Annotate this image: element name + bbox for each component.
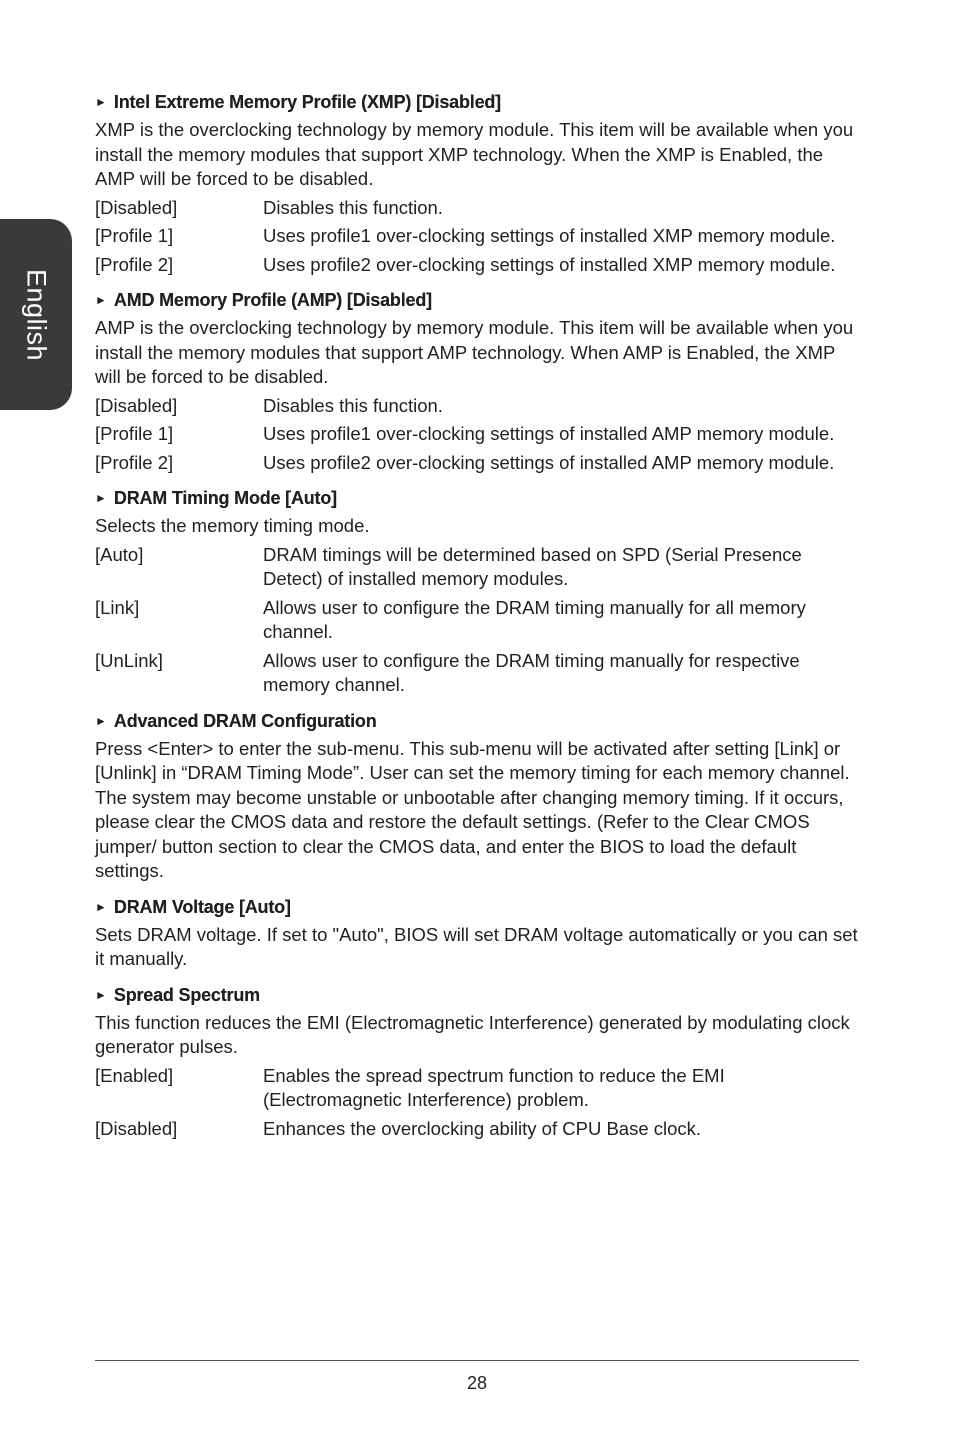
language-side-tab [0,219,72,410]
option-row [95,1064,865,1113]
triangle-bullet-icon: ► [95,987,107,1002]
option-row [95,196,865,221]
triangle-bullet-icon: ► [95,713,107,728]
option-name: [Enabled] [95,1064,174,1086]
option-description: Uses profile2 over-clocking settings of installed AMP memory module. [263,451,835,473]
section-dram-voltage [95,895,865,972]
section-heading [95,486,865,510]
option-row [95,394,865,419]
option-name: [Disabled] [95,196,178,218]
option-description: Disables this function. [263,394,443,416]
section-description: Selects the memory timing mode. [95,515,370,536]
section-dram-timing-mode [95,486,865,698]
footer-divider [95,1360,859,1361]
section-heading-text: DRAM Timing Mode [Auto] [113,488,337,508]
section-heading [95,288,865,312]
option-name: [UnLink] [95,649,163,671]
section-advanced-dram-configuration [95,709,865,884]
section-description: This function reduces the EMI (Electromagnetic Interference) generated by modulating clock generator pulses. [95,1011,850,1057]
option-name: [Profile 1] [95,423,174,444]
option-row [95,649,865,698]
page-number: 28 [466,1373,488,1393]
section-description: AMP is the overclocking technology by memory module. This item will be available when you install the memory modules that support AMP technology. When AMP is Enabled, the XMP will be forced to be disabled. [95,317,854,387]
option-name: [Profile 1] [95,225,174,246]
triangle-bullet-icon: ► [95,95,107,109]
option-row [95,451,865,476]
option-description: DRAM timings will be determined based on SPD (Serial Presence Detect) of installed memory modules. [263,543,802,589]
triangle-bullet-icon: ► [95,899,107,914]
section-description: XMP is the overclocking technology by memory module. This item will be available when you install the memory modules that support XMP technology. When the XMP is Enabled, the AMP will be forced to be disabled. [95,119,854,189]
option-description: Allows user to configure the DRAM timing manually for respective memory channel. [263,649,800,695]
option-row [95,596,865,645]
triangle-bullet-icon: ► [95,293,107,307]
section-heading-text: Advanced DRAM Configuration [113,710,377,731]
option-name: [Profile 2] [95,253,174,275]
option-description: Uses profile2 over-clocking settings of installed XMP memory module. [263,253,836,275]
option-description: Enables the spread spectrum function to reduce the EMI (Electromagnetic Interference) problem. [263,1064,725,1110]
option-description: Uses profile1 over-clocking settings of installed XMP memory module. [263,225,836,246]
option-name: [Link] [95,596,140,618]
option-row [95,253,865,278]
section-heading-text: DRAM Voltage [Auto] [113,896,291,917]
option-list [95,1064,865,1142]
section-xmp [95,90,865,277]
option-name: [Disabled] [95,394,178,416]
section-description: Press <Enter> to enter the sub-menu. This sub-menu will be activated after setting [Link] or [Unlink] in “DRAM Timing Mode”. User can set the memory timing for each memory channel. The system may become unstable or unbootable after changing memory timing. If it occurs, please clear the CMOS data and restore the default settings. (Refer to the Clear CMOS jumper/ button section to clear the CMOS data, and enter the BIOS to load the default settings. [95,737,850,881]
side-tab-label: English [21,268,52,361]
section-heading [95,709,865,733]
section-description: Sets DRAM voltage. If set to "Auto", BIOS will set DRAM voltage automatically or you can set it manually. [95,923,858,969]
section-amp [95,288,865,475]
option-row [95,1117,865,1142]
option-description: Allows user to configure the DRAM timing manually for all memory channel. [263,596,806,642]
option-name: [Disabled] [95,1117,178,1139]
section-spread-spectrum [95,983,865,1142]
option-list [95,543,865,698]
option-description: Uses profile1 over-clocking settings of installed AMP memory module. [263,423,835,444]
section-heading-text: Intel Extreme Memory Profile (XMP) [Disabled] [113,92,501,112]
section-heading [95,983,865,1007]
section-heading-text: Spread Spectrum [113,984,260,1005]
option-row [95,543,865,592]
triangle-bullet-icon: ► [95,491,107,505]
section-heading [95,90,865,114]
option-name: [Profile 2] [95,451,174,473]
option-row [95,422,865,447]
option-list [95,394,865,476]
option-row [95,224,865,249]
page-content [95,90,865,1152]
option-name: [Auto] [95,543,144,565]
section-heading [95,895,865,919]
section-heading-text: AMD Memory Profile (AMP) [Disabled] [113,290,432,310]
option-description: Disables this function. [263,196,443,218]
option-list [95,196,865,278]
option-description: Enhances the overclocking ability of CPU Base clock. [263,1117,702,1139]
